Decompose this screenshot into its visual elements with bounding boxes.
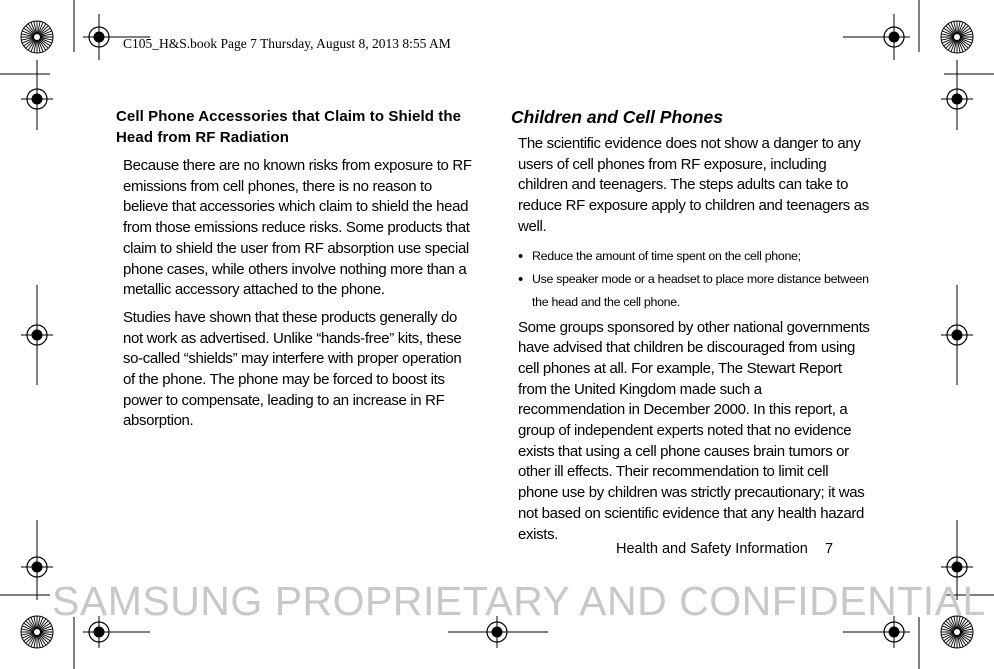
print-slug: C105_H&S.book Page 7 Thursday, August 8, 2013 8:55 AM [123, 36, 451, 51]
bullet-icon: • [518, 270, 523, 288]
left-column [116, 106, 476, 439]
right-column [511, 106, 871, 552]
paragraph-children-1: The scientific evidence does not show a danger to any users of cell phones from RF exposure, including children and teenagers. The steps adults can take to reduce RF exposure apply to children and teenagers as well. [518, 135, 869, 235]
paragraph-shield-2: Studies have shown that these products generally do not work as advertised. Unlike “hands-free” kits, these so-called “shields” may interfere with proper operation of the phone. The phone may be forced to boost its power to compensate, leading to an increase in RF absorption. [123, 308, 462, 430]
bullet-icon: • [518, 247, 523, 265]
heading-line-2: Head from RF Radiation [116, 129, 290, 146]
list-item: • Use speaker mode or a headset to place more distance between the head and the cell phone. [518, 268, 871, 314]
paragraph-shield-1: Because there are no known risks from exposure to RF emissions from cell phones, there is no reason to believe that accessories which claim to shield the head from those emissions reduce risks. Some products that claim to shield the user from RF absorption use special phone cases, while others involve nothing more than a metallic accessory attached to the phone. [123, 157, 472, 299]
section-heading-shield [116, 106, 476, 148]
bullet-list [511, 245, 871, 314]
page-number: 7 [825, 541, 834, 557]
footer-section-title: Health and Safety Information [616, 541, 808, 557]
confidential-watermark: SAMSUNG PROPRIETARY AND CONFIDENTIAL [52, 578, 986, 624]
list-item: • Reduce the amount of time spent on the cell phone; [518, 245, 871, 268]
heading-line-1: Cell Phone Accessories that Claim to Shield the [116, 108, 462, 125]
section-heading-children: Children and Cell Phones [511, 107, 723, 127]
page-footer [616, 541, 834, 557]
paragraph-children-2: Some groups sponsored by other national governments have advised that children be discouraged from using cell phones at all. For example, The Stewart Report from the United Kingdom made such a recommendation in December 2000. In this report, a group of independent experts noted that no evidence exists that using a cell phone causes brain tumors or other ill effects. Their recommendation to limit cell phone use by children was strictly precautionary; it was not based on scientific evidence that any health hazard exists. [518, 318, 870, 543]
